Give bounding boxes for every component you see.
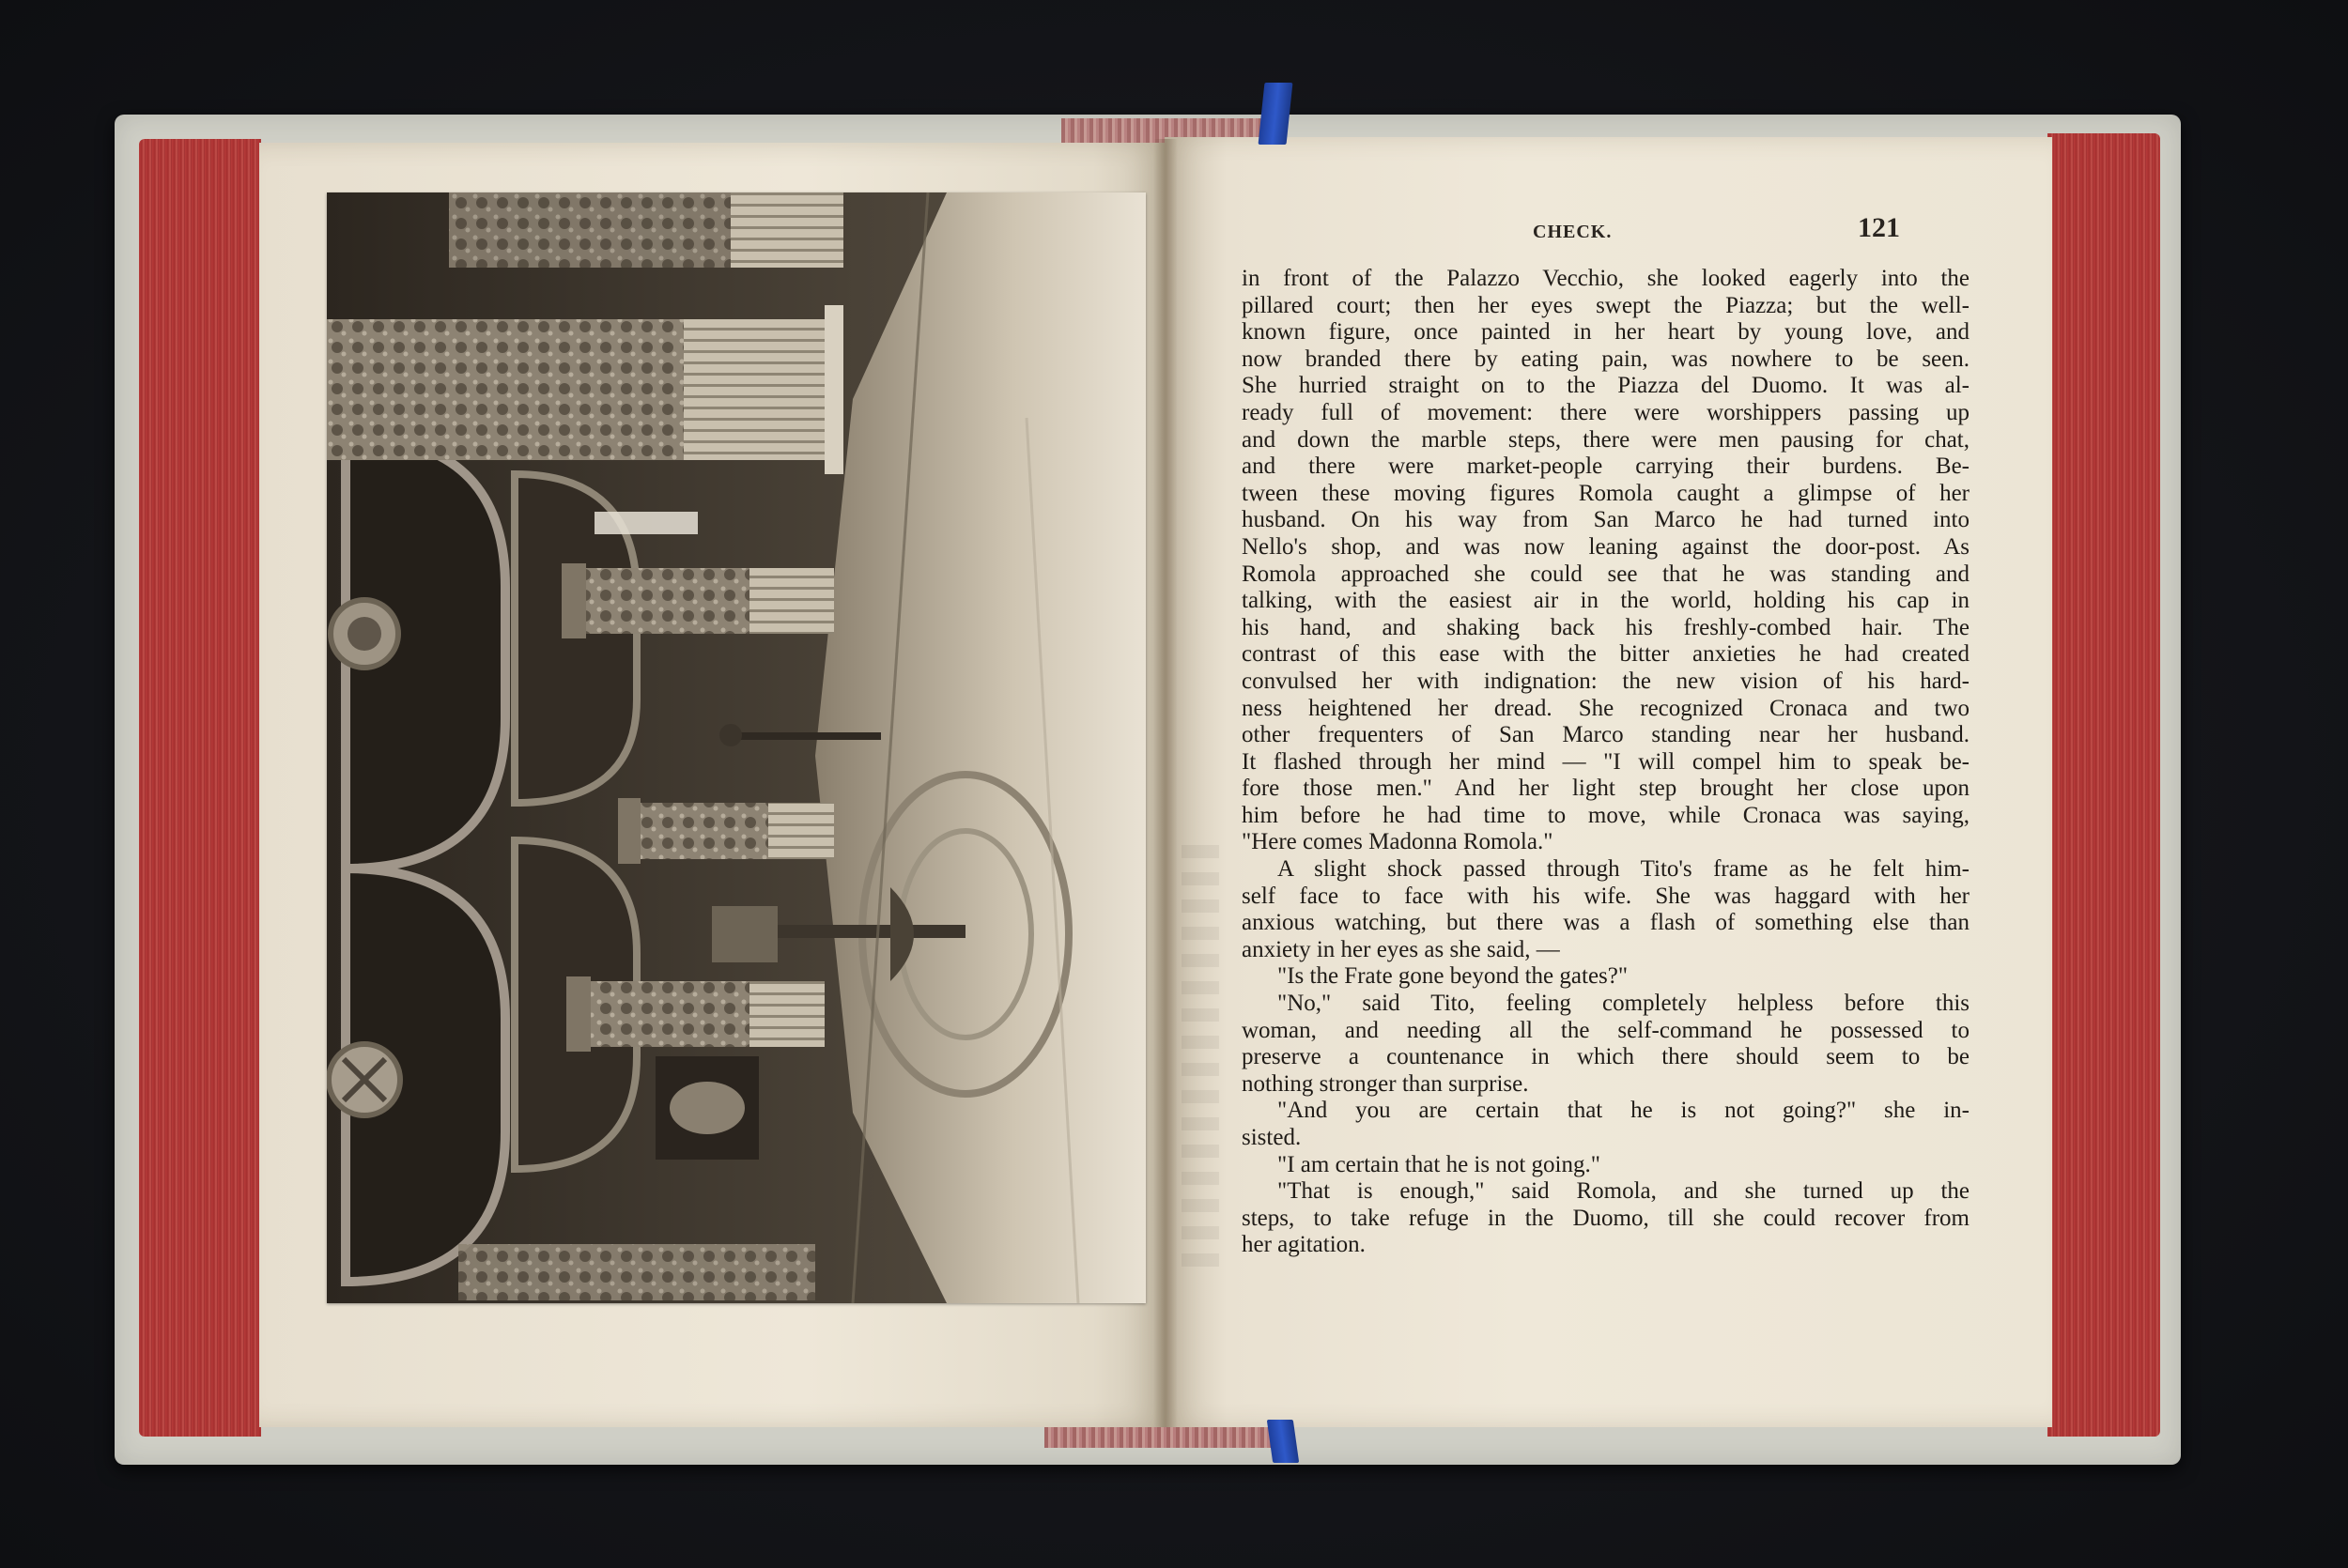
text-line: ness heightened her dread. She recognized Cronaca and two	[1242, 695, 1970, 721]
spine-headband-bottom	[1044, 1425, 1279, 1448]
page-showthrough	[1182, 845, 1219, 1277]
text-line: "Is the Frate gone beyond the gates?"	[1277, 963, 1629, 990]
text-line: pillared court; then her eyes swept the Piazza; but the well-	[1242, 292, 1970, 318]
text-line: woman, and needing all the self-command he possessed to	[1242, 1017, 1970, 1043]
text-line: nothing stronger than surprise.	[1242, 1070, 1529, 1097]
text-line: preserve a countenance in which there should seem to be	[1242, 1044, 1970, 1070]
text-line: in front of the Palazzo Vecchio, she looked eagerly into the	[1242, 266, 1970, 291]
text-line: now branded there by eating pain, was nowhere to be seen.	[1242, 346, 1970, 372]
running-head: CHECK.	[1533, 222, 1613, 242]
text-line: him before he had time to move, while Cronaca was saying,	[1242, 802, 1970, 828]
text-line: "Here comes Madonna Romola."	[1242, 829, 1553, 855]
text-line: self face to face with his wife. She was haggard with her	[1242, 883, 1970, 909]
text-line: "And you are certain that he is not going?" she in-	[1277, 1098, 1970, 1124]
page-number: 121	[1858, 212, 1900, 243]
text-line: talking, with the easiest air in the world, holding his cap in	[1242, 588, 1970, 614]
right-page-edges	[2047, 133, 2160, 1437]
text-line: Romola approached she could see that he was standing and	[1242, 561, 1970, 587]
text-line: "That is enough," said Romola, and she turned up the	[1277, 1178, 1970, 1205]
text-line: ready full of movement: there were worshippers passing up	[1242, 399, 1970, 425]
photograph-plate	[327, 192, 1146, 1303]
text-line: husband. On his way from San Marco he had turned into	[1242, 507, 1970, 533]
body-text	[1242, 266, 1970, 1259]
book-gutter	[1153, 139, 1178, 1427]
text-line: his hand, and shaking back his freshly-combed hair. The	[1242, 614, 1970, 640]
text-line: other frequenters of San Marco standing near her husband.	[1242, 722, 1970, 748]
text-line: anxiety in her eyes as she said, —	[1242, 936, 1560, 962]
text-line: "I am certain that he is not going."	[1277, 1151, 1600, 1177]
text-line: steps, to take refuge in the Duomo, till she could recover from	[1242, 1205, 1970, 1231]
text-line: and there were market-people carrying their burdens. Be-	[1242, 453, 1970, 480]
text-line: It flashed through her mind — "I will compel him to speak be-	[1242, 748, 1970, 775]
left-page-edges	[139, 139, 261, 1437]
text-line: and down the marble steps, there were men pausing for chat,	[1242, 426, 1970, 453]
text-line: fore those men." And her light step brought her close upon	[1242, 776, 1970, 802]
text-line: convulsed her with indignation: the new vision of his hard-	[1242, 668, 1970, 694]
text-line: anxious watching, but there was a flash of something else than	[1242, 910, 1970, 936]
text-line: her agitation.	[1242, 1232, 1366, 1258]
text-line: "No," said Tito, feeling completely helpless before this	[1277, 991, 1970, 1017]
text-line: known figure, once painted in her heart by young love, and	[1242, 319, 1970, 346]
photograph-courtyard-columns-icon	[327, 192, 1146, 1303]
text-line: tween these moving figures Romola caught a glimpse of her	[1242, 480, 1970, 506]
text-line: Nello's shop, and was now leaning against the door-post. As	[1242, 533, 1970, 560]
text-line: sisted.	[1242, 1125, 1302, 1150]
text-line: contrast of this ease with the bitter anxieties he had created	[1242, 641, 1970, 668]
text-line: A slight shock passed through Tito's frame as he felt him-	[1277, 856, 1970, 883]
text-line: She hurried straight on to the Piazza del Duomo. It was al-	[1242, 373, 1970, 399]
